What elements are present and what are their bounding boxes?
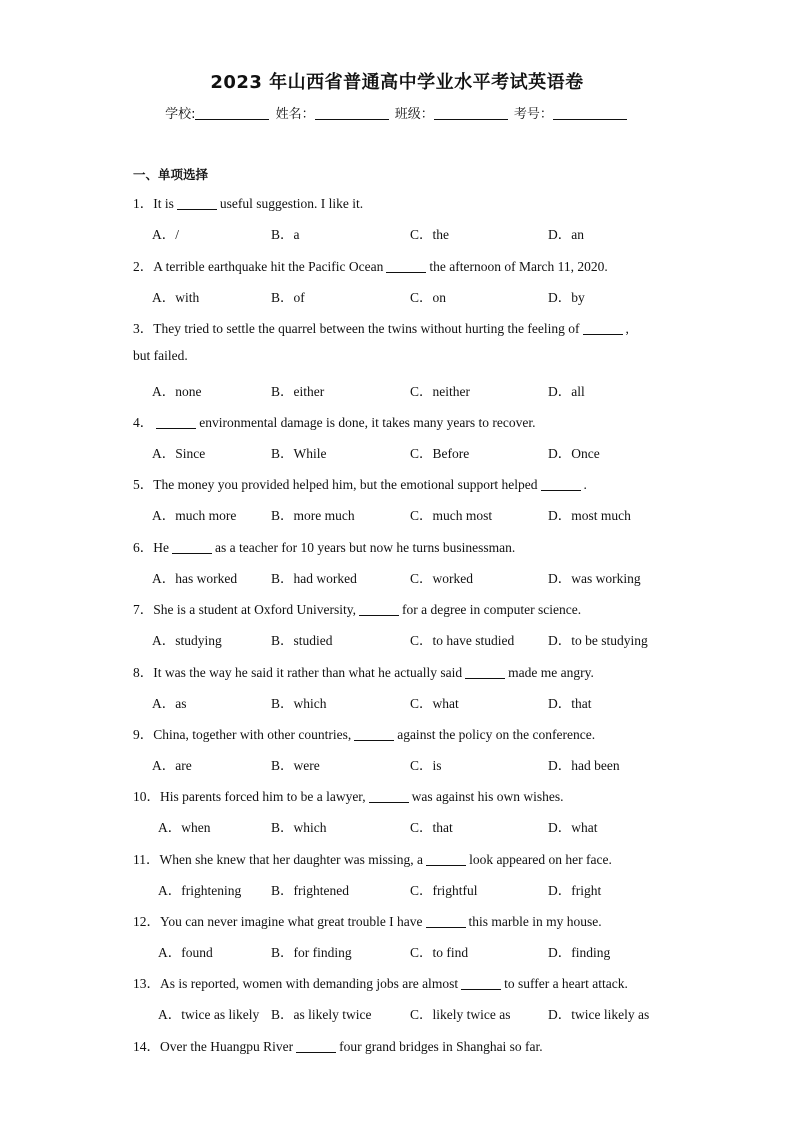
question-stem xyxy=(133,661,594,681)
option-d[interactable]: D．to be studying xyxy=(548,633,648,648)
answer-blank xyxy=(426,852,466,866)
option-c[interactable]: C．that xyxy=(410,820,453,835)
option-c[interactable]: C．the xyxy=(410,227,449,242)
option-c[interactable]: C．neither xyxy=(410,384,470,399)
question-text-after-blank: against the policy on the conference. xyxy=(397,727,596,742)
question-text-before-blank: China, together with other countries, xyxy=(153,727,352,742)
question-text-before-blank: She is a student at Oxford University, xyxy=(153,602,356,617)
question-number: 11． xyxy=(133,852,160,867)
question-text-after-blank: . xyxy=(583,477,587,492)
option-b[interactable]: B．more much xyxy=(271,508,355,523)
option-row xyxy=(0,442,794,462)
school-label: 学校: xyxy=(165,107,196,122)
student-info-line xyxy=(0,103,794,122)
option-d[interactable]: D．most much xyxy=(548,508,631,523)
option-b[interactable]: B．as likely twice xyxy=(271,1007,372,1022)
class-blank xyxy=(434,105,508,120)
option-a[interactable]: A．with xyxy=(152,290,200,305)
question-number: 9． xyxy=(133,727,154,742)
question-text-before-blank: A terrible earthquake hit the Pacific Ocean xyxy=(153,259,384,274)
question-stem xyxy=(133,910,602,930)
option-a[interactable]: A．when xyxy=(158,820,211,835)
option-c[interactable]: C．what xyxy=(410,696,459,711)
option-c[interactable]: C．to have studied xyxy=(410,633,515,648)
question-text-after-blank: was against his own wishes. xyxy=(411,789,564,804)
option-row xyxy=(0,380,794,400)
question-text-before-blank: As is reported, women with demanding jobs are almost xyxy=(160,976,459,991)
option-c[interactable]: C．worked xyxy=(410,571,473,586)
question-text-after-blank: made me angry. xyxy=(508,665,594,680)
question-stem xyxy=(133,536,515,556)
option-d[interactable]: D．was working xyxy=(548,571,641,586)
question-text-before-blank: You can never imagine what great trouble I have xyxy=(160,914,423,929)
option-a[interactable]: A．none xyxy=(152,384,202,399)
answer-blank xyxy=(426,914,466,928)
question-stem xyxy=(133,723,595,743)
name-blank xyxy=(315,105,389,120)
question-text-after-blank: , xyxy=(625,321,629,336)
option-a[interactable]: A．studying xyxy=(152,633,222,648)
answer-blank xyxy=(296,1039,336,1053)
option-c[interactable]: C．to find xyxy=(410,945,469,960)
answer-blank xyxy=(541,477,581,491)
option-b[interactable]: B．a xyxy=(271,227,300,242)
option-a[interactable]: A．found xyxy=(158,945,213,960)
option-d[interactable]: D．Once xyxy=(548,446,600,461)
question-stem xyxy=(133,785,564,805)
option-b[interactable]: B．While xyxy=(271,446,327,461)
question-number: 12． xyxy=(133,914,160,929)
question-text-after-blank: useful suggestion. I like it. xyxy=(219,196,364,211)
option-b[interactable]: B．were xyxy=(271,758,320,773)
question-stem xyxy=(133,1035,543,1055)
question-stem xyxy=(133,972,628,992)
option-c[interactable]: C．on xyxy=(410,290,447,305)
question-number: 1． xyxy=(133,196,154,211)
exam-number-label: 考号： xyxy=(513,107,553,122)
option-a[interactable]: A．frightening xyxy=(158,883,242,898)
name-label: 姓名： xyxy=(275,107,315,122)
question-number: 13． xyxy=(133,976,160,991)
option-b[interactable]: B．frightened xyxy=(271,883,349,898)
question-text-before-blank: The money you provided helped him, but the emotional support helped xyxy=(153,477,538,492)
question-stem xyxy=(133,411,536,431)
question-stem xyxy=(133,192,363,212)
option-row xyxy=(0,754,794,774)
school-blank xyxy=(195,105,269,120)
option-d[interactable]: D．fright xyxy=(548,883,602,898)
option-b[interactable]: B．of xyxy=(271,290,305,305)
option-row xyxy=(0,879,794,899)
question-stem xyxy=(133,848,612,868)
question-text-after-blank: this marble in my house. xyxy=(468,914,602,929)
option-d[interactable]: D．what xyxy=(548,820,598,835)
option-a[interactable]: A．has worked xyxy=(152,571,238,586)
answer-blank xyxy=(156,415,196,429)
question-text-before-blank: When she knew that her daughter was missing, a xyxy=(159,852,424,867)
option-row xyxy=(0,816,794,836)
answer-blank xyxy=(359,602,399,616)
option-a[interactable]: A．as xyxy=(152,696,187,711)
option-b[interactable]: B．studied xyxy=(271,633,333,648)
answer-blank xyxy=(461,976,501,990)
option-row xyxy=(0,629,794,649)
option-row xyxy=(0,941,794,961)
question-number: 5． xyxy=(133,477,154,492)
question-stem xyxy=(133,598,581,618)
question-continuation: but failed. xyxy=(133,348,188,363)
question-text-after-blank: look appeared on her face. xyxy=(469,852,612,867)
option-c[interactable]: C．is xyxy=(410,758,442,773)
question-number: 2． xyxy=(133,259,154,274)
option-d[interactable]: D．that xyxy=(548,696,592,711)
option-row xyxy=(0,223,794,243)
question-text-after-blank: four grand bridges in Shanghai so far. xyxy=(339,1039,543,1054)
option-row xyxy=(0,692,794,712)
option-a[interactable]: A．twice as likely xyxy=(158,1007,260,1022)
question-number: 7． xyxy=(133,602,154,617)
answer-blank xyxy=(354,727,394,741)
question-text-after-blank: for a degree in computer science. xyxy=(401,602,582,617)
answer-blank xyxy=(369,789,409,803)
option-a[interactable]: A．are xyxy=(152,758,192,773)
question-number: 8． xyxy=(133,665,154,680)
option-d[interactable]: D．twice likely as xyxy=(548,1007,650,1022)
option-d[interactable]: D．by xyxy=(548,290,585,305)
question-text-before-blank: He xyxy=(153,540,169,555)
section-title: 一、单项选择 xyxy=(133,167,209,182)
option-c[interactable]: C．much most xyxy=(410,508,493,523)
option-row xyxy=(0,567,794,587)
answer-blank xyxy=(172,540,212,554)
question-number: 10． xyxy=(133,789,160,804)
option-d[interactable]: D．finding xyxy=(548,945,611,960)
option-a[interactable]: A．much more xyxy=(152,508,237,523)
question-text-before-blank: They tried to settle the quarrel between the twins without hurting the feeling of xyxy=(153,321,580,336)
option-row xyxy=(0,504,794,524)
option-a[interactable]: A．/ xyxy=(152,227,179,242)
option-c[interactable]: C．Before xyxy=(410,446,470,461)
answer-blank xyxy=(465,665,505,679)
question-number: 14． xyxy=(133,1039,160,1054)
option-c[interactable]: C．likely twice as xyxy=(410,1007,511,1022)
question-stem xyxy=(133,473,587,493)
exam-title: 2023 年山西省普通高中学业水平考试英语卷 xyxy=(210,72,584,93)
question-stem xyxy=(133,255,608,275)
question-text-before-blank: Over the Huangpu River xyxy=(160,1039,294,1054)
question-text-after-blank: environmental damage is done, it takes many years to recover. xyxy=(199,415,536,430)
class-label: 班级： xyxy=(394,107,434,122)
option-b[interactable]: B．had worked xyxy=(271,571,357,586)
option-d[interactable]: D．all xyxy=(548,384,585,399)
option-row xyxy=(0,286,794,306)
question-number: 6． xyxy=(133,540,154,555)
option-d[interactable]: D．had been xyxy=(548,758,620,773)
question-number: 3． xyxy=(133,321,154,336)
option-row xyxy=(0,1003,794,1023)
question-text-before-blank: It was the way he said it rather than what he actually said xyxy=(153,665,463,680)
question-stem xyxy=(133,317,629,337)
question-text-after-blank: as a teacher for 10 years but now he turns businessman. xyxy=(215,540,516,555)
option-c[interactable]: C．frightful xyxy=(410,883,478,898)
option-a[interactable]: A．Since xyxy=(152,446,206,461)
exam-number-blank xyxy=(553,105,627,120)
answer-blank xyxy=(386,259,426,273)
question-text-before-blank: His parents forced him to be a lawyer, xyxy=(160,789,366,804)
question-text-before-blank: It is xyxy=(153,196,174,211)
option-b[interactable]: B．for finding xyxy=(271,945,352,960)
option-b[interactable]: B．which xyxy=(271,696,327,711)
option-b[interactable]: B．which xyxy=(271,820,327,835)
option-b[interactable]: B．either xyxy=(271,384,325,399)
question-text-after-blank: to suffer a heart attack. xyxy=(504,976,628,991)
option-d[interactable]: D．an xyxy=(548,227,584,242)
question-number: 4． xyxy=(133,415,154,430)
answer-blank xyxy=(583,321,623,335)
question-text-after-blank: the afternoon of March 11, 2020. xyxy=(429,259,608,274)
answer-blank xyxy=(177,196,217,210)
